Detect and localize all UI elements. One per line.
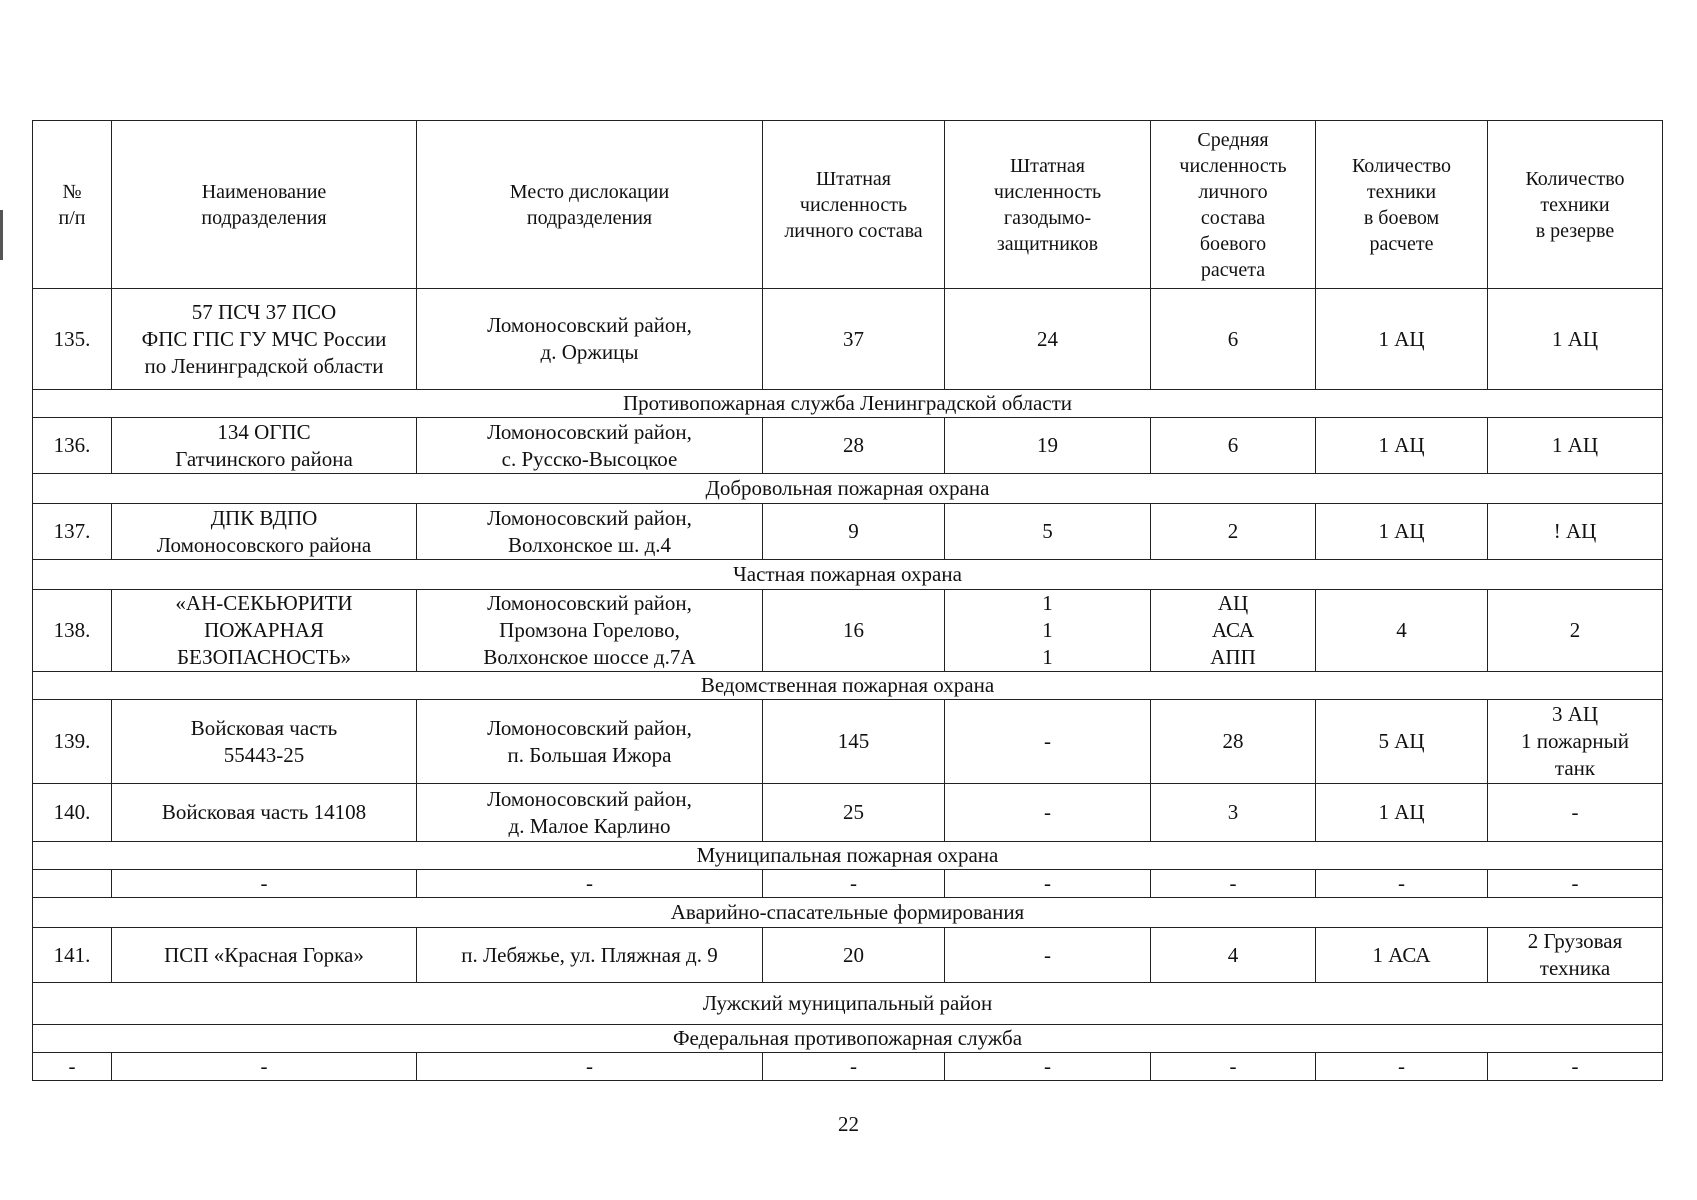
- unit-name: ПСП «Красная Горка»: [112, 928, 417, 983]
- section-title: Добровольная пожарная охрана: [33, 474, 1663, 504]
- row-number: 138.: [33, 590, 112, 672]
- tech-combat: 1 АСА: [1316, 928, 1488, 983]
- tech-reserve: ! АЦ: [1488, 504, 1663, 560]
- unit-name: 57 ПСЧ 37 ПСО ФПС ГПС ГУ МЧС России по Ленинградской области: [112, 289, 417, 390]
- average-crew: 4: [1151, 928, 1316, 983]
- header-tech-combat: Количество техники в боевом расчете: [1316, 121, 1488, 289]
- dash-cell: -: [945, 870, 1151, 898]
- tech-reserve: 1 АЦ: [1488, 289, 1663, 390]
- tech-combat: 1 АЦ: [1316, 289, 1488, 390]
- dash-cell: -: [112, 870, 417, 898]
- table-row: [33, 418, 1663, 474]
- table-row: [33, 590, 1663, 672]
- table-row: [33, 289, 1663, 390]
- table-row: [33, 928, 1663, 983]
- section-row: [33, 1025, 1663, 1053]
- table-row: [33, 784, 1663, 842]
- dash-cell: -: [1316, 870, 1488, 898]
- fire-units-table: [32, 120, 1663, 1081]
- unit-location: п. Лебяжье, ул. Пляжная д. 9: [417, 928, 763, 983]
- unit-location: Ломоносовский район, Волхонское ш. д.4: [417, 504, 763, 560]
- staff-count: 16: [763, 590, 945, 672]
- district-row: [33, 983, 1663, 1025]
- district-title: Лужский муниципальный район: [33, 983, 1663, 1025]
- section-row: [33, 898, 1663, 928]
- dash-cell: -: [1488, 870, 1663, 898]
- tech-reserve: -: [1488, 784, 1663, 842]
- dash-cell: -: [1151, 870, 1316, 898]
- header-tech-reserve: Количество техники в резерве: [1488, 121, 1663, 289]
- row-number: 140.: [33, 784, 112, 842]
- section-title: Противопожарная служба Ленинградской области: [33, 390, 1663, 418]
- dash-cell: -: [1316, 1053, 1488, 1081]
- unit-name: «АН-СЕКЬЮРИТИ ПОЖАРНАЯ БЕЗОПАСНОСТЬ»: [112, 590, 417, 672]
- header-gas-protectors: Штатная численность газодымо- защитников: [945, 121, 1151, 289]
- tech-reserve: 2 Грузовая техника: [1488, 928, 1663, 983]
- gas-protector-count: 5: [945, 504, 1151, 560]
- empty-cell: [33, 870, 112, 898]
- average-crew: 6: [1151, 289, 1316, 390]
- section-title: Ведомственная пожарная охрана: [33, 672, 1663, 700]
- page-edge-mark: [0, 210, 3, 260]
- gas-protector-count: 24: [945, 289, 1151, 390]
- gas-protector-count: 1 1 1: [945, 590, 1151, 672]
- tech-reserve: 2: [1488, 590, 1663, 672]
- average-crew: 28: [1151, 700, 1316, 784]
- dash-cell: -: [1151, 1053, 1316, 1081]
- unit-name: Войсковая часть 55443-25: [112, 700, 417, 784]
- tech-combat: 1 АЦ: [1316, 418, 1488, 474]
- unit-name: 134 ОГПС Гатчинского района: [112, 418, 417, 474]
- header-unit-name: Наименование подразделения: [112, 121, 417, 289]
- dash-cell: -: [33, 1053, 112, 1081]
- row-number: 137.: [33, 504, 112, 560]
- staff-count: 20: [763, 928, 945, 983]
- unit-location: Ломоносовский район, д. Малое Карлино: [417, 784, 763, 842]
- gas-protector-count: -: [945, 784, 1151, 842]
- dash-cell: -: [763, 870, 945, 898]
- unit-location: Ломоносовский район, Промзона Горелово, Волхонское шоссе д.7А: [417, 590, 763, 672]
- header-location: Место дислокации подразделения: [417, 121, 763, 289]
- section-title: Муниципальная пожарная охрана: [33, 842, 1663, 870]
- tech-combat: 5 АЦ: [1316, 700, 1488, 784]
- dash-cell: -: [945, 1053, 1151, 1081]
- header-average-crew: Средняя численность личного состава боевого расчета: [1151, 121, 1316, 289]
- row-number: 139.: [33, 700, 112, 784]
- table-row: [33, 504, 1663, 560]
- dash-cell: -: [417, 870, 763, 898]
- average-crew: 6: [1151, 418, 1316, 474]
- gas-protector-count: 19: [945, 418, 1151, 474]
- gas-protector-count: -: [945, 700, 1151, 784]
- average-crew: 2: [1151, 504, 1316, 560]
- unit-location: Ломоносовский район, п. Большая Ижора: [417, 700, 763, 784]
- staff-count: 28: [763, 418, 945, 474]
- unit-name: ДПК ВДПО Ломоносовского района: [112, 504, 417, 560]
- unit-location: Ломоносовский район, д. Оржицы: [417, 289, 763, 390]
- row-number: 135.: [33, 289, 112, 390]
- tech-reserve: 1 АЦ: [1488, 418, 1663, 474]
- header-staff: Штатная численность личного состава: [763, 121, 945, 289]
- average-crew: 3: [1151, 784, 1316, 842]
- section-title: Федеральная противопожарная служба: [33, 1025, 1663, 1053]
- row-number: 136.: [33, 418, 112, 474]
- staff-count: 37: [763, 289, 945, 390]
- header-number: № п/п: [33, 121, 112, 289]
- dash-cell: -: [1488, 1053, 1663, 1081]
- empty-row: [33, 870, 1663, 898]
- dash-cell: -: [417, 1053, 763, 1081]
- section-row: [33, 390, 1663, 418]
- tech-combat: 4: [1316, 590, 1488, 672]
- section-title: Аварийно-спасательные формирования: [33, 898, 1663, 928]
- empty-row: [33, 1053, 1663, 1081]
- section-row: [33, 842, 1663, 870]
- tech-reserve: 3 АЦ 1 пожарный танк: [1488, 700, 1663, 784]
- row-number: 141.: [33, 928, 112, 983]
- unit-location: Ломоносовский район, с. Русско-Высоцкое: [417, 418, 763, 474]
- section-title: Частная пожарная охрана: [33, 560, 1663, 590]
- staff-count: 145: [763, 700, 945, 784]
- average-crew: АЦ АСА АПП: [1151, 590, 1316, 672]
- section-row: [33, 672, 1663, 700]
- page-number: 22: [838, 1112, 859, 1136]
- dash-cell: -: [112, 1053, 417, 1081]
- gas-protector-count: -: [945, 928, 1151, 983]
- section-row: [33, 474, 1663, 504]
- section-row: [33, 560, 1663, 590]
- tech-combat: 1 АЦ: [1316, 784, 1488, 842]
- tech-combat: 1 АЦ: [1316, 504, 1488, 560]
- header-row: [33, 121, 1663, 289]
- unit-name: Войсковая часть 14108: [112, 784, 417, 842]
- staff-count: 9: [763, 504, 945, 560]
- dash-cell: -: [763, 1053, 945, 1081]
- staff-count: 25: [763, 784, 945, 842]
- table-row: [33, 700, 1663, 784]
